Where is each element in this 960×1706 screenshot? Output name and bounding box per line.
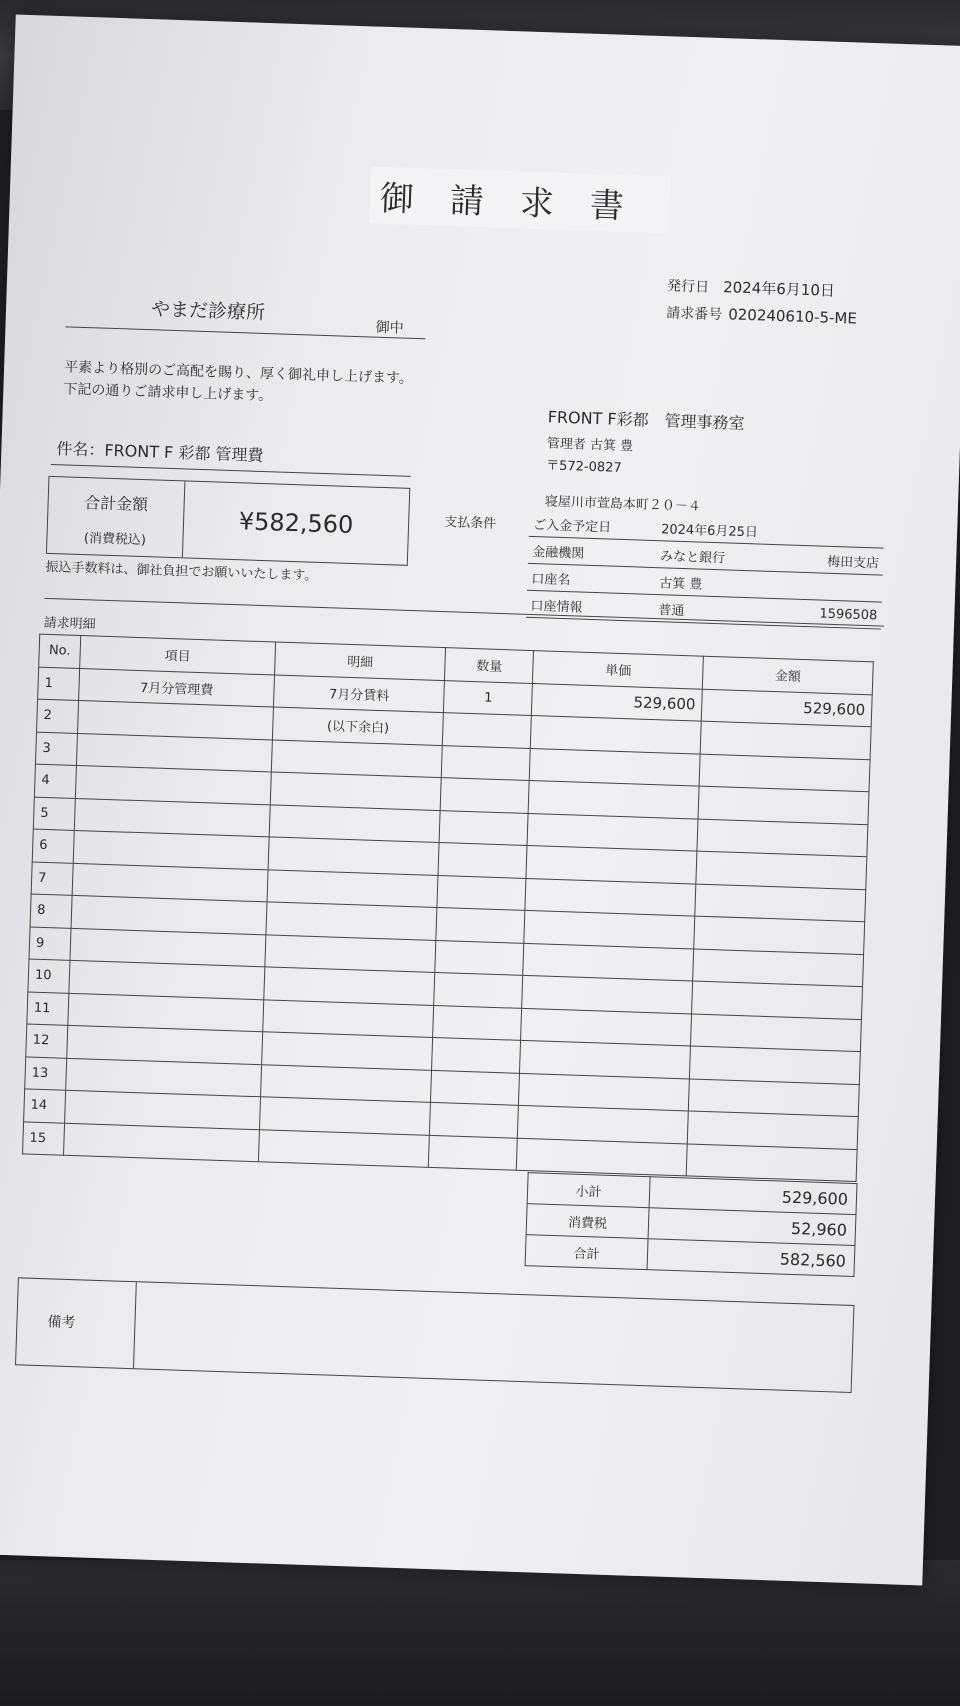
detail-cell-no: 15 [23,1121,65,1155]
payment-key: 口座名 [527,563,656,594]
detail-cell-qty: 1 [444,680,533,715]
sender-zip: 〒572-0827 [545,458,622,476]
payment-value-2 [794,572,882,602]
detail-cell-price [517,1138,688,1176]
subject-underline [51,464,411,477]
detail-cell-no: 8 [30,894,72,928]
total-tax-note: (消費税込) [83,531,147,549]
detail-cell-amount: 529,600 [701,689,872,727]
payment-value: 2024年6月25日 [657,514,797,545]
sender-name: FRONT F彩都 管理事務室 [547,407,745,433]
detail-cell-item [63,1123,259,1162]
client-name: やまだ診療所 [150,298,266,324]
client-suffix: 御中 [375,319,404,337]
detail-cell-no: 1 [38,667,80,701]
payment-key: 口座情報 [526,590,655,621]
detail-cell-qty [436,908,525,943]
detail-cell-price: 529,600 [532,683,703,721]
client-underline [65,326,425,339]
payment-value: 普通 [654,595,794,627]
header-qty: 数量 [445,648,534,683]
total-amount-box [46,476,410,566]
invoice-number [666,302,857,328]
greeting-line-1: 平素より格別のご高配を賜り、厚く御礼申し上げます。 [63,359,414,387]
sender-manager: 管理者 古箕 豊 [546,436,634,455]
issue-date-value: 2024年6月10日 [722,278,836,300]
subject: 件名：FRONT F 彩都 管理費 [56,439,264,465]
detail-cell-qty [439,810,528,845]
detail-cell-amount [686,1143,857,1181]
detail-cell-no: 5 [33,797,75,831]
detail-cell-no: 11 [27,991,69,1025]
payment-key: ご入金予定日 [529,510,658,541]
total-amount: ¥582,560 [238,507,354,540]
header-item: 項目 [80,636,276,675]
detail-cell-qty [432,1037,521,1072]
detail-cell-qty [438,843,527,878]
detail-cell-desc: 7月分賃料 [274,674,445,712]
detail-cell-qty [429,1135,518,1170]
document-title: 御請求書 [369,166,671,233]
detail-cell-no: 4 [34,764,76,798]
detail-cell-qty [441,745,530,780]
invoice-number-value: 020240610-5-ME [727,305,858,328]
detail-cell-no: 14 [24,1089,66,1123]
invoice-paper [0,15,960,1586]
detail-cell-no: 3 [35,732,77,766]
detail-cell-qty [433,1005,522,1040]
detail-cell-desc [259,1129,430,1167]
payment-value-2: 1596508 [793,599,881,629]
detail-cell-no: 9 [29,927,71,961]
payment-conditions-label: 支払条件 [443,515,497,532]
detail-cell-qty [440,778,529,813]
issue-date [667,274,835,301]
detail-cell-item: 7月分管理費 [79,668,275,707]
sender-address: 寝屋川市萱島本町２０－４ [544,494,702,515]
detail-cell-no: 10 [28,959,70,993]
detail-cell-qty [434,972,523,1007]
header-desc: 明細 [275,642,446,680]
payment-value: みなと銀行 [656,541,796,573]
payment-value-2: 梅田支店 [795,545,883,575]
greeting [63,356,484,414]
summary-value: 529,600 [649,1177,857,1215]
payment-table [526,510,884,630]
summary-label: 消費税 [526,1204,649,1239]
header-price: 単価 [533,651,704,689]
detail-cell-no: 2 [37,699,79,733]
detail-title: 請求明細 [43,615,96,633]
total-label: 合計金額 [83,493,149,515]
summary-table [525,1172,858,1277]
header-no: No. [39,634,81,668]
summary-label: 合計 [525,1235,648,1270]
detail-cell-qty [430,1102,519,1137]
remarks-label: 備考 [16,1278,137,1368]
summary-value: 582,560 [647,1239,855,1277]
detail-cell-qty [443,713,532,748]
detail-table [22,634,874,1182]
detail-cell-no: 13 [25,1056,67,1090]
detail-cell-no: 6 [32,829,74,863]
header-amount: 金額 [703,656,874,694]
payment-key: 金融機関 [528,536,657,567]
detail-cell-desc: (以下余白) [273,707,444,745]
detail-cell-no: 12 [26,1024,68,1058]
detail-cell-qty [437,875,526,910]
detail-cell-qty [435,940,524,975]
invoice-number-label: 請求番号 [665,305,723,324]
summary-value: 52,960 [648,1208,856,1246]
payment-value-2 [796,519,884,548]
total-label-cell [47,477,185,557]
detail-cell-no: 7 [31,862,73,896]
greeting-line-2: 下記の通りご請求申し上げます。 [63,381,273,405]
summary-label: 小計 [527,1173,650,1208]
issue-date-label: 発行日 [666,278,710,296]
fee-note: 振込手数料は、御社負担でお願いいたします。 [45,559,318,584]
remarks-box [15,1277,854,1393]
detail-cell-qty [431,1070,520,1105]
payment-value: 古箕 豊 [655,568,795,600]
